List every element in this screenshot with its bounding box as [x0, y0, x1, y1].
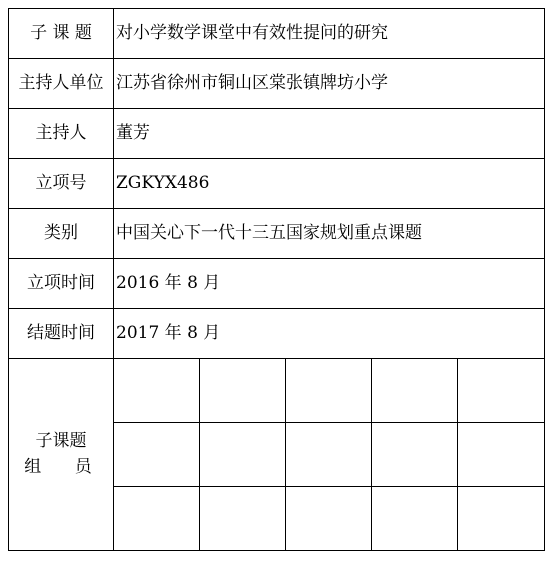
member-cell — [200, 487, 286, 551]
member-cell — [458, 487, 545, 551]
member-row — [9, 359, 545, 423]
category-value: 中国关心下一代十三五国家规划重点课题 — [114, 209, 545, 259]
host-unit-row — [9, 59, 545, 109]
member-cell — [114, 487, 200, 551]
host-unit-label: 主持人单位 — [9, 59, 114, 109]
member-cell — [286, 487, 372, 551]
project-info-table — [8, 8, 545, 551]
approval-time-label: 立项时间 — [9, 259, 114, 309]
completion-time-label: 结题时间 — [9, 309, 114, 359]
host-value: 董芳 — [114, 109, 545, 159]
member-cell — [372, 423, 458, 487]
project-number-label: 立项号 — [9, 159, 114, 209]
member-cell — [372, 359, 458, 423]
member-cell — [286, 423, 372, 487]
member-cell — [458, 359, 545, 423]
approval-time-row — [9, 259, 545, 309]
category-label: 类别 — [9, 209, 114, 259]
host-unit-value: 江苏省徐州市铜山区棠张镇牌坊小学 — [114, 59, 545, 109]
member-cell — [114, 423, 200, 487]
members-label-line2: 组 员 — [24, 456, 106, 477]
member-cell — [114, 359, 200, 423]
members-label-line1: 子课题 — [35, 431, 87, 451]
member-cell — [458, 423, 545, 487]
subtopic-row — [9, 9, 545, 59]
member-cell — [286, 359, 372, 423]
project-number-row — [9, 159, 545, 209]
project-number-value: ZGKYX486 — [114, 159, 545, 209]
completion-time-value: 2017 年 8 月 — [114, 309, 545, 359]
subtopic-value: 对小学数学课堂中有效性提问的研究 — [114, 9, 545, 59]
category-row — [9, 209, 545, 259]
subtopic-label: 子 课 题 — [9, 9, 114, 59]
approval-time-value: 2016 年 8 月 — [114, 259, 545, 309]
member-cell — [200, 359, 286, 423]
members-label — [16, 429, 105, 480]
host-row — [9, 109, 545, 159]
host-label: 主持人 — [9, 109, 114, 159]
member-cell — [200, 423, 286, 487]
member-cell — [372, 487, 458, 551]
members-label-cell — [9, 359, 114, 551]
completion-time-row — [9, 309, 545, 359]
